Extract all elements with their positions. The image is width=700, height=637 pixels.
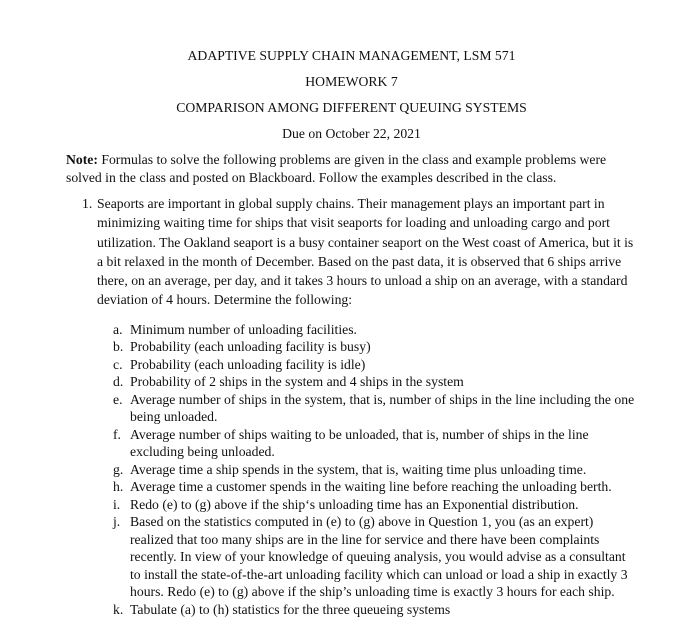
question-number: 1. (82, 196, 93, 211)
subitem-h (66, 478, 637, 496)
question-1 (66, 194, 637, 310)
subitem-label: i. (113, 496, 121, 512)
note-text: Formulas to solve the following problems are given in the class and example problems were solved in the class and posted on Blackboard. Follow the examples described in the class. (66, 152, 607, 185)
question-text: Seaports are important in global supply chains. Their management plays an important part in minimizing waiting time for ships that visit seaports for loading and unloading cargo and port utilization. The Oakland seaport is a busy container seaport on the West coast of America, but it is a bit relaxed in the month of December. Based on the past data, it is observed that 6 ships arrive there, on an average, per day, and it takes 3 hours to unload a ship on an average, with a standard deviation of 4 hours. Determine the following: (97, 196, 634, 308)
note-paragraph (66, 151, 637, 186)
doc-subtitle: COMPARISON AMONG DIFFERENT QUEUING SYSTEMS (176, 100, 527, 115)
subitem-d (66, 373, 637, 391)
subitem-text: Probability (each unloading facility is idle) (130, 356, 366, 372)
note-label: Note: (66, 152, 98, 167)
subitem-text: Average time a ship spends in the system, that is, waiting time plus unloading time. (130, 461, 587, 477)
subitem-text: Average number of ships in the system, that is, number of ships in the line including the one being unloaded. (130, 391, 635, 425)
subitem-text: Probability (each unloading facility is busy) (130, 339, 371, 355)
doc-homework-title: HOMEWORK 7 (305, 74, 398, 89)
subitem-label: g. (113, 461, 124, 477)
subitem-f (66, 426, 637, 461)
subitem-text: Redo (e) to (g) above if the ship‘s unloading time has an Exponential distribution. (130, 496, 579, 512)
subitem-text: Probability of 2 ships in the system and 4 ships in the system (130, 374, 464, 390)
subitem-list (66, 321, 637, 619)
subitem-label: k. (113, 601, 124, 617)
subitem-b (66, 338, 637, 356)
subitem-label: b. (113, 339, 124, 355)
subitem-text: Average number of ships waiting to be unloaded, that is, number of ships in the line excluding being unloaded. (130, 426, 589, 460)
subitem-label: e. (113, 391, 123, 407)
subitem-label: h. (113, 479, 124, 495)
subitem-label: c. (113, 356, 123, 372)
subitem-j (66, 513, 637, 601)
doc-due-date: Due on October 22, 2021 (282, 126, 421, 141)
subitem-k (66, 601, 637, 619)
subitem-label: d. (113, 374, 124, 390)
subitem-c (66, 356, 637, 374)
subitem-text: Tabulate (a) to (h) statistics for the three queueing systems (130, 601, 451, 617)
subitem-i (66, 496, 637, 514)
subitem-text: Minimum number of unloading facilities. (130, 321, 357, 337)
subitem-text: Average time a customer spends in the waiting line before reaching the unloading berth. (130, 479, 612, 495)
subitem-label: j. (113, 514, 121, 530)
subitem-g (66, 461, 637, 479)
subitem-a (66, 321, 637, 339)
subitem-label: f. (113, 426, 121, 442)
subitem-e (66, 391, 637, 426)
subitem-text: Based on the statistics computed in (e) to (g) above in Question 1, you (as an expert) realized that too many ships are in the line for service and there have been complaints recently. In view of your knowledge of queuing analysis, you would advise as a consultant to install the state-of-the-art unloading facility which can unload or load a ship in exactly 3 hours. Redo (e) to (g) above if the ship’s unloading time is exactly 3 hours for each ship. (130, 514, 628, 600)
doc-course-title: ADAPTIVE SUPPLY CHAIN MANAGEMENT, LSM 571 (187, 48, 516, 63)
subitem-label: a. (113, 321, 123, 337)
